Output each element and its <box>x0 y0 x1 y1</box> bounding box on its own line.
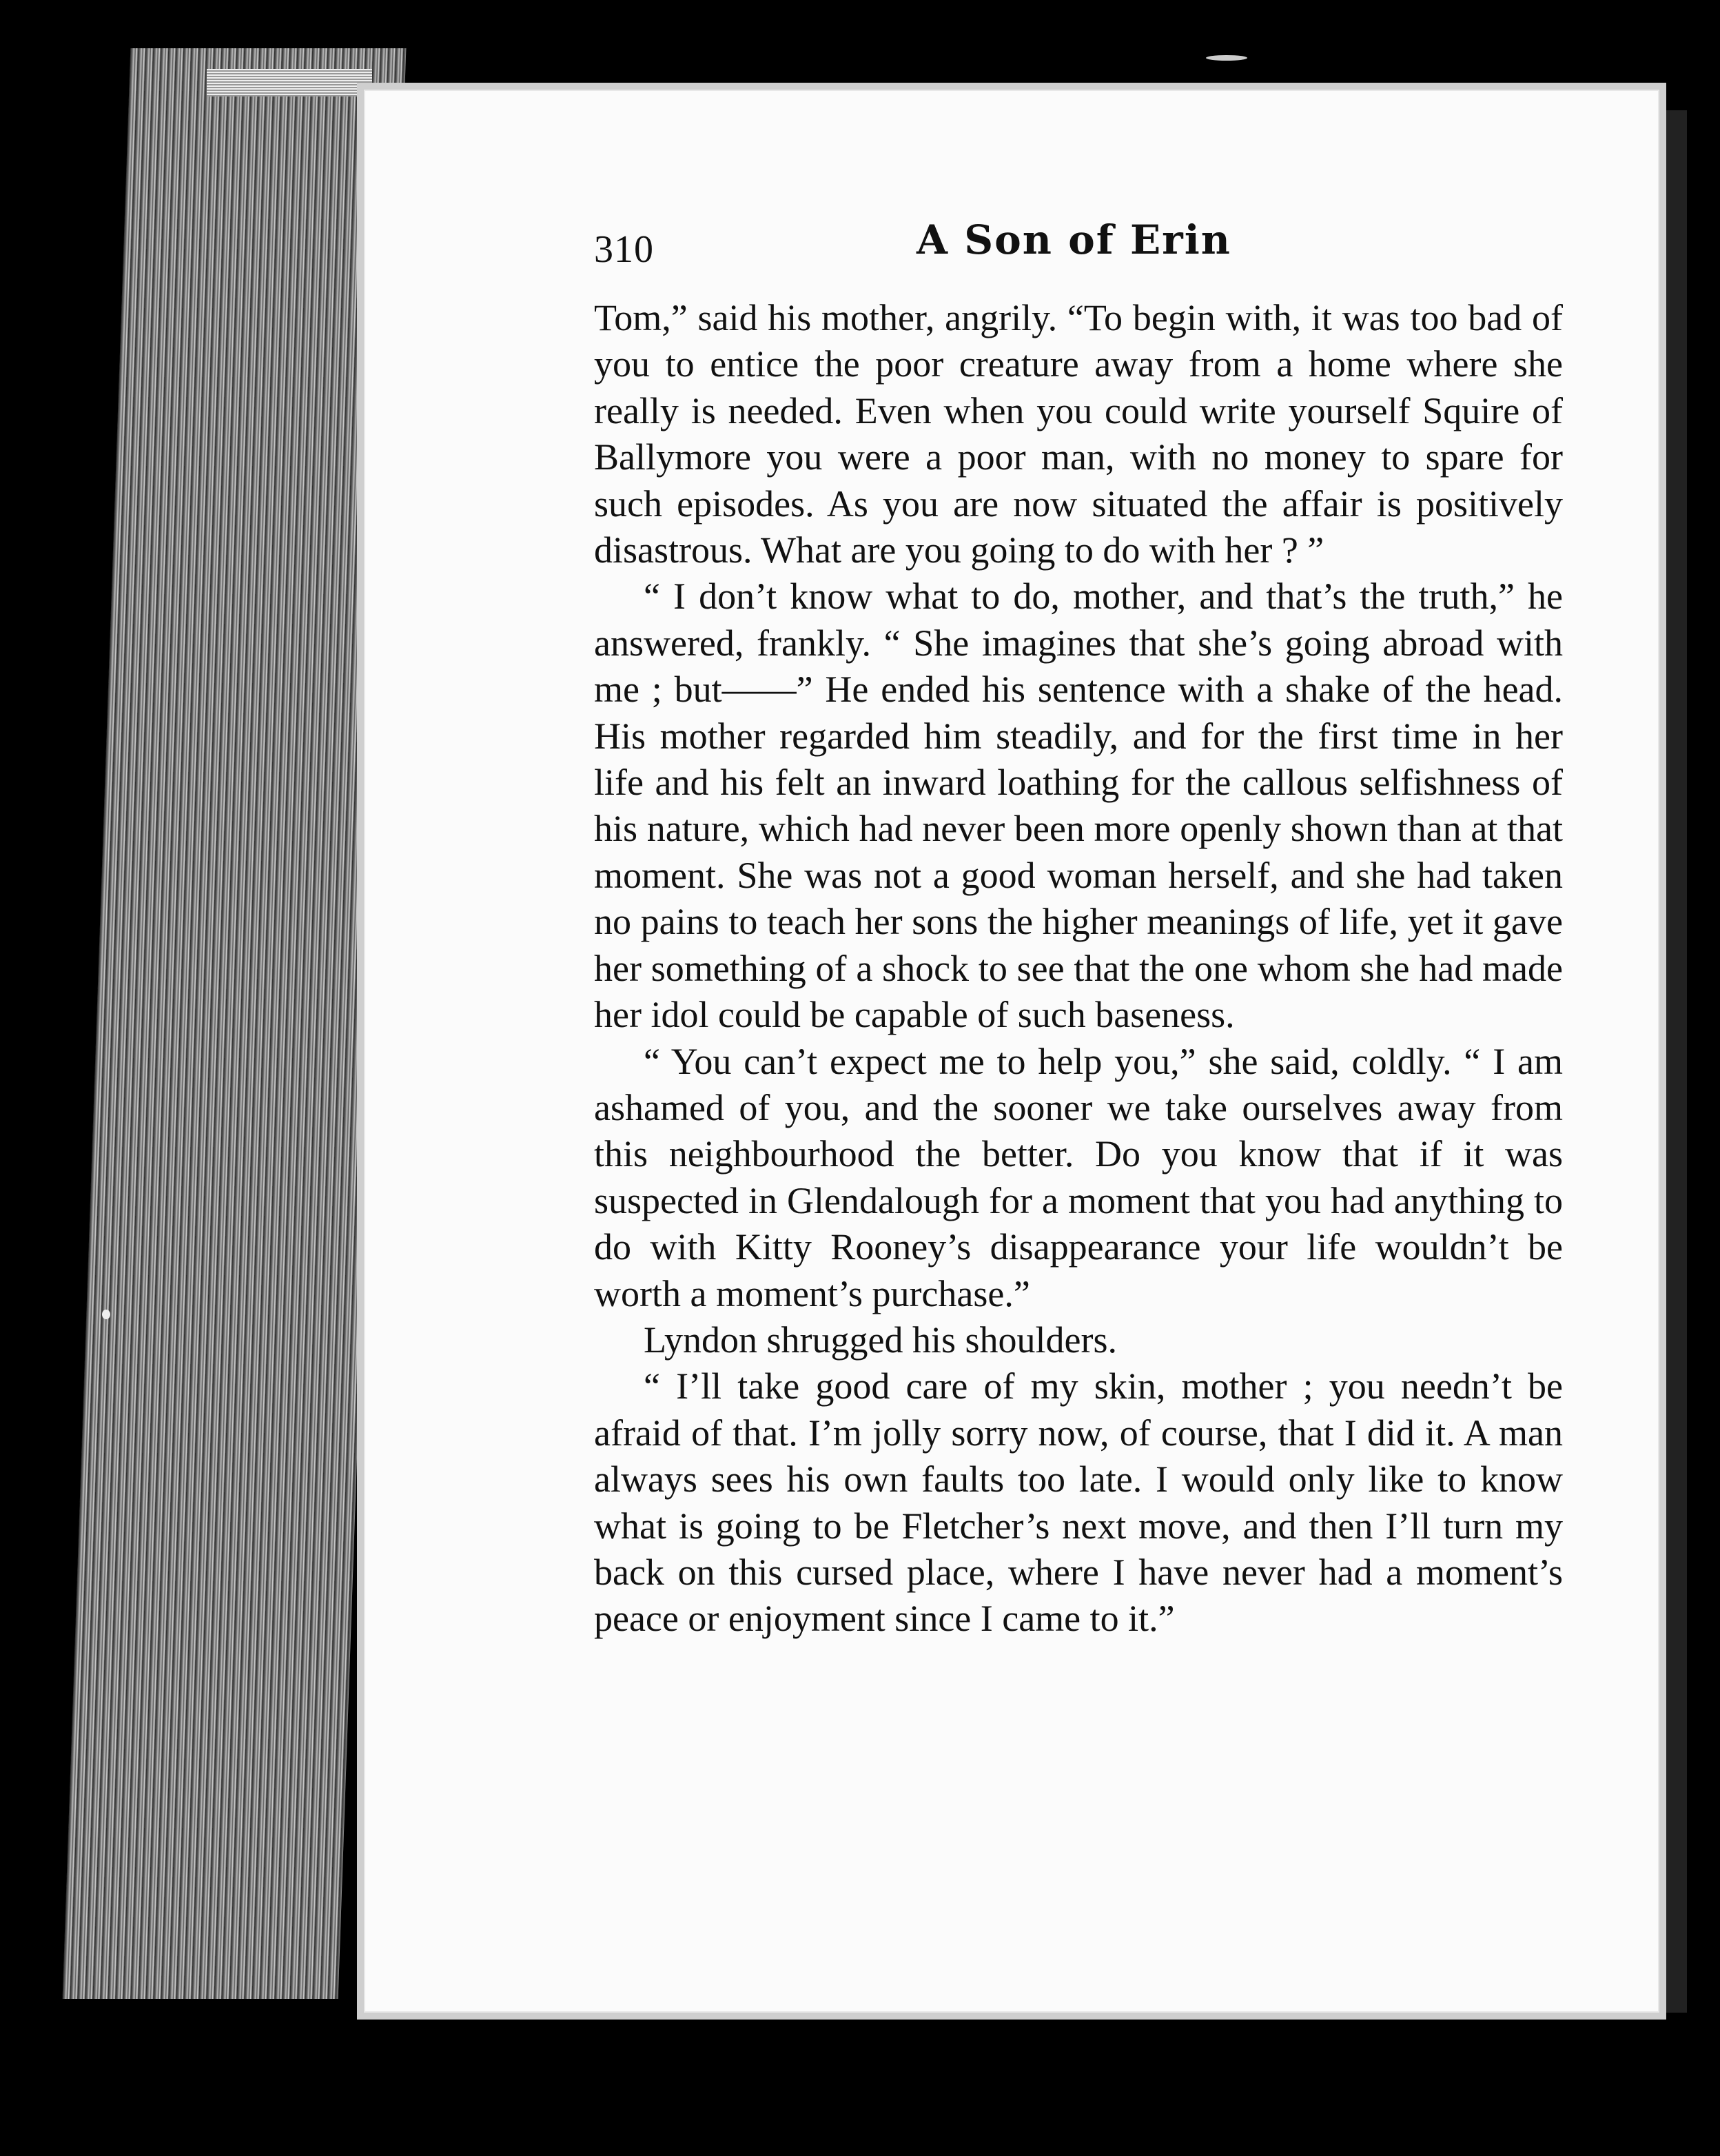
paragraph: “ I don’t know what to do, mother, and that’s the truth,” he answered, frankly. “ She imagines that she’s going abroad with me ; but——” He ended his sentence with a shake of the head. His mother regarded him steadily, and for the first time in her life and his felt an inward loathing for the callous selfishness of his nature, which had never been more openly shown than at that moment. She was not a good woman herself, and she had taken no pains to teach her sons the higher meanings of life, yet it gave her something of a shock to see that the one whom she had made her idol could be capable of such baseness. <box>594 576 1563 1036</box>
page-number: 310 <box>594 228 654 271</box>
paragraph: “ You can’t expect me to help you,” she said, coldly. “ I am ashamed of you, and the sooner we take ourselves away from this neighbourhood the better. Do you know that if it was suspected in Glendalough for a moment that you had anything to do with Kitty Rooney’s disappearance your life wouldn’t be worth a moment’s purchase.” <box>594 1040 1563 1314</box>
running-title: A Son of Erin <box>917 216 1231 263</box>
scan-speck <box>102 1310 110 1319</box>
page-edges-top <box>207 69 372 96</box>
binding-shadow <box>1666 110 1687 2013</box>
page-edges <box>63 48 407 1999</box>
body-text <box>594 295 1563 1643</box>
paragraph: Tom,” said his mother, angrily. “To begin with, it was too bad of you to entice the poor creature away from a home where she really is needed. Even when you could write yourself Squire of Ballymore you were a poor man, with no money to spare for such episodes. As you are now situated the affair is positively disastrous. What are you going to do with her ? ” <box>594 297 1563 571</box>
paragraph: “ I’ll take good care of my skin, mother ; you needn’t be afraid of that. I’m jolly sorry now, of course, that I did it. A man always sees his own faults too late. I would only like to know what is going to be Fletcher’s next move, and then I’ll turn my back on this cursed place, where I have never had a moment’s peace or enjoyment since I came to it.” <box>594 1365 1563 1640</box>
scan-mark <box>1206 55 1247 61</box>
paragraph: Lyndon shrugged his shoulders. <box>644 1319 1117 1361</box>
